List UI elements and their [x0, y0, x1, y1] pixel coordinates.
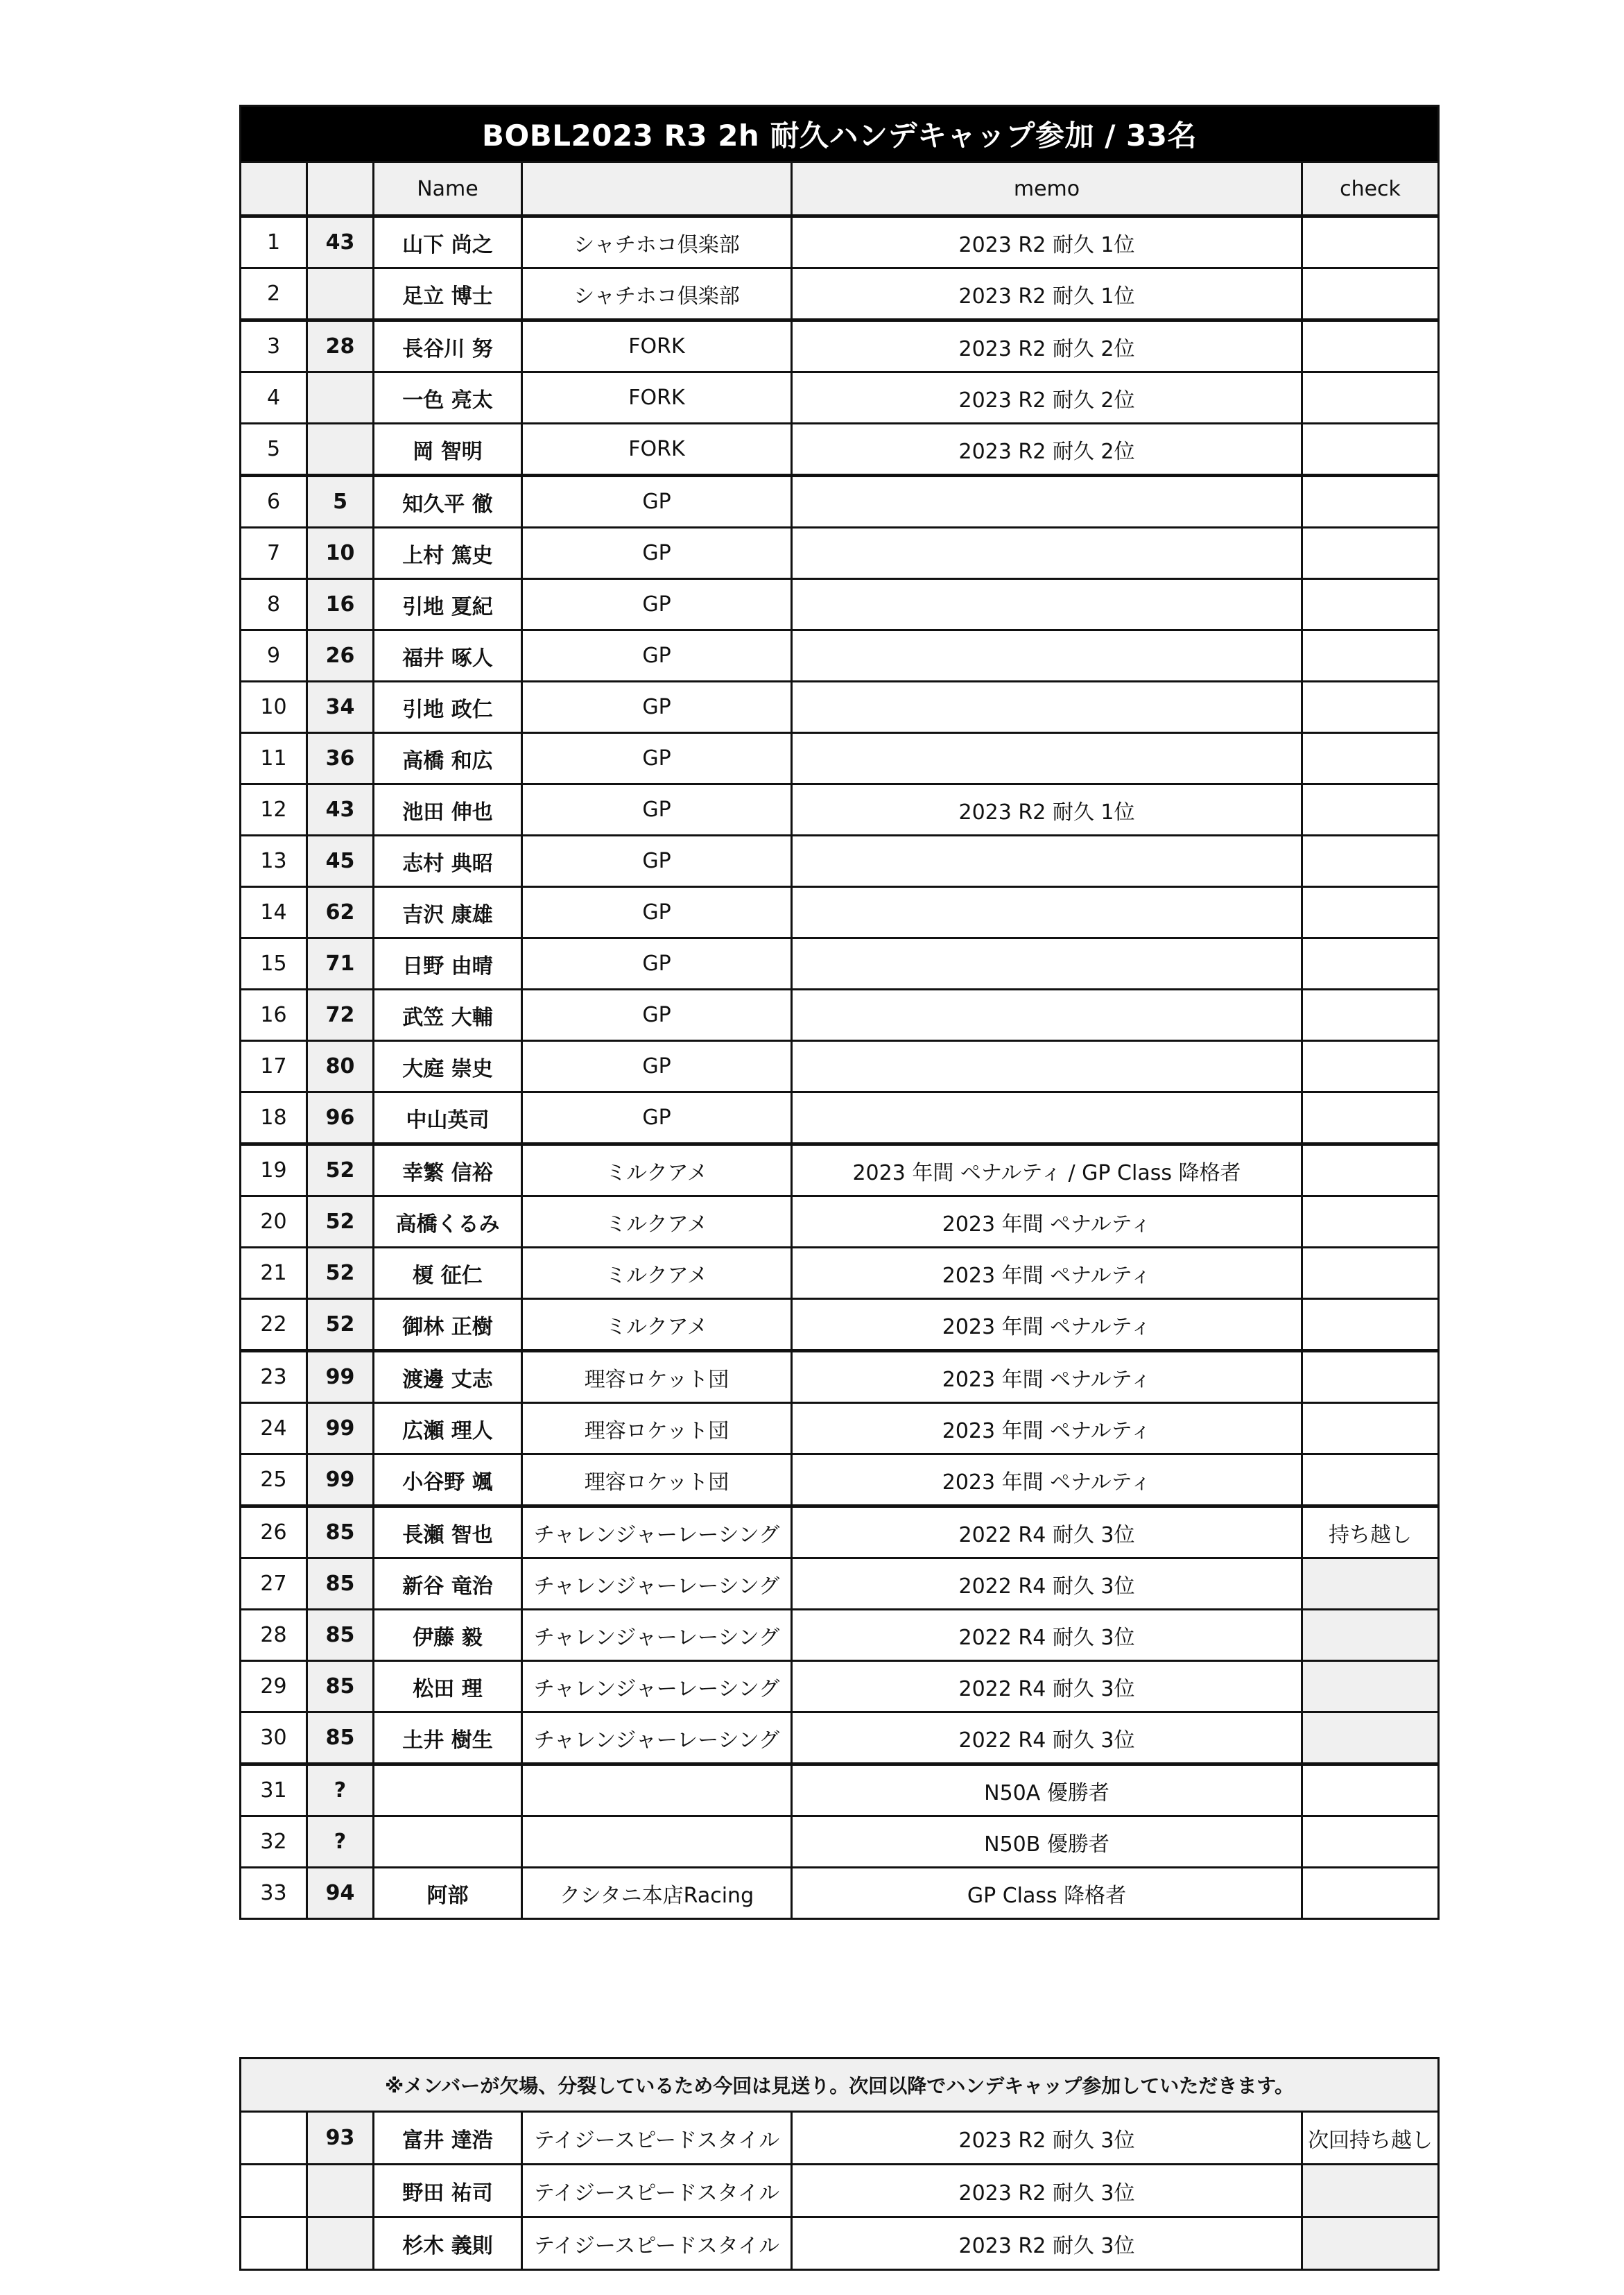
memo-cell: 2022 R4 耐久 3位 — [792, 1712, 1302, 1764]
memo-cell: 2023 年間 ペナルティ — [792, 1454, 1302, 1506]
check-cell — [1302, 682, 1439, 733]
table-row — [241, 1041, 1439, 1092]
check-cell — [1302, 1764, 1439, 1816]
check-cell — [1302, 1610, 1439, 1661]
table-row — [241, 476, 1439, 528]
car-number: 16 — [307, 579, 374, 630]
driver-name: 野田 祐司 — [374, 2165, 522, 2217]
car-number: 99 — [307, 1403, 374, 1454]
table-row — [241, 938, 1439, 990]
team-name: GP — [522, 990, 792, 1041]
check-cell — [1302, 424, 1439, 476]
table-row — [241, 1764, 1439, 1816]
memo-cell: 2023 R2 耐久 3位 — [792, 2165, 1302, 2217]
row-number: 17 — [241, 1041, 307, 1092]
team-name: クシタニ本店Racing — [522, 1868, 792, 1919]
row-number: 15 — [241, 938, 307, 990]
table-row — [241, 1558, 1439, 1610]
driver-name: 杉木 義則 — [374, 2217, 522, 2270]
table-row — [241, 579, 1439, 630]
team-name — [522, 1764, 792, 1816]
check-cell — [1302, 216, 1439, 268]
car-number: 99 — [307, 1351, 374, 1403]
memo-cell: 2022 R4 耐久 3位 — [792, 1506, 1302, 1558]
car-number: 26 — [307, 630, 374, 682]
check-cell — [1302, 938, 1439, 990]
table-row — [241, 887, 1439, 938]
car-number: 62 — [307, 887, 374, 938]
team-name: GP — [522, 630, 792, 682]
driver-name: 高橋 和広 — [374, 733, 522, 784]
row-number: 31 — [241, 1764, 307, 1816]
row-number: 14 — [241, 887, 307, 938]
car-number — [307, 2165, 374, 2217]
check-cell — [1302, 1144, 1439, 1196]
memo-cell: 2022 R4 耐久 3位 — [792, 1661, 1302, 1712]
car-number: 45 — [307, 836, 374, 887]
check-cell — [1302, 528, 1439, 579]
car-number: 85 — [307, 1610, 374, 1661]
driver-name: 小谷野 颯 — [374, 1454, 522, 1506]
team-name: GP — [522, 579, 792, 630]
participant-rows — [241, 216, 1439, 1919]
check-cell: 持ち越し — [1302, 1506, 1439, 1558]
table-row — [241, 1144, 1439, 1196]
driver-name: 引地 政仁 — [374, 682, 522, 733]
table-row — [241, 372, 1439, 424]
memo-cell: 2023 年間 ペナルティ — [792, 1299, 1302, 1351]
driver-name: 松田 理 — [374, 1661, 522, 1712]
memo-cell: 2023 年間 ペナルティ — [792, 1248, 1302, 1299]
car-number: 34 — [307, 682, 374, 733]
participant-table — [239, 105, 1440, 1920]
row-number: 16 — [241, 990, 307, 1041]
team-name: チャレンジャーレーシング — [522, 1558, 792, 1610]
check-cell — [1302, 268, 1439, 320]
row-number: 11 — [241, 733, 307, 784]
memo-cell: 2023 R2 耐久 3位 — [792, 2112, 1302, 2165]
team-name: GP — [522, 1092, 792, 1144]
row-number: 25 — [241, 1454, 307, 1506]
table-row — [241, 320, 1439, 372]
driver-name: 引地 夏紀 — [374, 579, 522, 630]
team-name: チャレンジャーレーシング — [522, 1661, 792, 1712]
table-title: BOBL2023 R3 2h 耐久ハンデキャップ参加 / 33名 — [241, 106, 1439, 162]
row-number: 30 — [241, 1712, 307, 1764]
header-name: Name — [374, 162, 522, 216]
memo-cell: 2022 R4 耐久 3位 — [792, 1558, 1302, 1610]
table-row — [241, 1506, 1439, 1558]
car-number: 72 — [307, 990, 374, 1041]
table-row — [241, 1816, 1439, 1868]
row-number: 4 — [241, 372, 307, 424]
check-cell: 次回持ち越し — [1302, 2112, 1439, 2165]
car-number: 93 — [307, 2112, 374, 2165]
driver-name: 御林 正樹 — [374, 1299, 522, 1351]
deferred-rows — [241, 2112, 1439, 2270]
memo-cell: 2023 年間 ペナルティ / GP Class 降格者 — [792, 1144, 1302, 1196]
row-number: 6 — [241, 476, 307, 528]
table-row — [241, 1351, 1439, 1403]
team-name: テイジースピードスタイル — [522, 2165, 792, 2217]
table-row — [241, 1248, 1439, 1299]
check-cell — [1302, 1092, 1439, 1144]
team-name: テイジースピードスタイル — [522, 2112, 792, 2165]
memo-cell: 2023 R2 耐久 1位 — [792, 216, 1302, 268]
row-number: 5 — [241, 424, 307, 476]
driver-name: 武笠 大輔 — [374, 990, 522, 1041]
memo-cell — [792, 579, 1302, 630]
driver-name: 広瀬 理人 — [374, 1403, 522, 1454]
check-cell — [1302, 1351, 1439, 1403]
driver-name: 知久平 徹 — [374, 476, 522, 528]
car-number: 85 — [307, 1712, 374, 1764]
memo-cell — [792, 990, 1302, 1041]
driver-name: 吉沢 康雄 — [374, 887, 522, 938]
car-number: 85 — [307, 1661, 374, 1712]
check-cell — [1302, 476, 1439, 528]
header-car — [307, 162, 374, 216]
row-number: 7 — [241, 528, 307, 579]
team-name: FORK — [522, 372, 792, 424]
car-number: 28 — [307, 320, 374, 372]
row-number: 29 — [241, 1661, 307, 1712]
table-row — [241, 1712, 1439, 1764]
row-number: 18 — [241, 1092, 307, 1144]
row-number: 22 — [241, 1299, 307, 1351]
driver-name — [374, 1764, 522, 1816]
driver-name — [374, 1816, 522, 1868]
table-row — [241, 216, 1439, 268]
driver-name: 富井 達浩 — [374, 2112, 522, 2165]
driver-name: 阿部 — [374, 1868, 522, 1919]
memo-cell: 2023 R2 耐久 2位 — [792, 320, 1302, 372]
team-name: ミルクアメ — [522, 1299, 792, 1351]
row-number — [241, 2165, 307, 2217]
row-number: 26 — [241, 1506, 307, 1558]
table-row — [241, 1403, 1439, 1454]
check-cell — [1302, 372, 1439, 424]
memo-cell: 2023 R2 耐久 3位 — [792, 2217, 1302, 2270]
driver-name: 中山英司 — [374, 1092, 522, 1144]
memo-cell: 2023 R2 耐久 1位 — [792, 784, 1302, 836]
check-cell — [1302, 990, 1439, 1041]
header-team — [522, 162, 792, 216]
deferred-note: ※メンバーが欠場、分裂しているため今回は見送り。次回以降でハンデキャップ参加していただきます。 — [241, 2058, 1439, 2112]
car-number: 80 — [307, 1041, 374, 1092]
table-row — [241, 784, 1439, 836]
memo-cell: 2023 年間 ペナルティ — [792, 1196, 1302, 1248]
header-memo: memo — [792, 162, 1302, 216]
row-number: 23 — [241, 1351, 307, 1403]
table-row — [241, 1299, 1439, 1351]
check-cell — [1302, 630, 1439, 682]
memo-cell: N50B 優勝者 — [792, 1816, 1302, 1868]
table-row — [241, 528, 1439, 579]
table-row — [241, 1661, 1439, 1712]
table-row — [241, 2165, 1439, 2217]
row-number — [241, 2217, 307, 2270]
team-name: GP — [522, 836, 792, 887]
row-number: 33 — [241, 1868, 307, 1919]
driver-name: 池田 伸也 — [374, 784, 522, 836]
driver-name: 長谷川 努 — [374, 320, 522, 372]
team-name: ミルクアメ — [522, 1144, 792, 1196]
row-number: 8 — [241, 579, 307, 630]
row-number: 24 — [241, 1403, 307, 1454]
driver-name: 大庭 崇史 — [374, 1041, 522, 1092]
row-number: 13 — [241, 836, 307, 887]
car-number — [307, 2217, 374, 2270]
check-cell — [1302, 1661, 1439, 1712]
row-number: 9 — [241, 630, 307, 682]
team-name: GP — [522, 528, 792, 579]
team-name: テイジースピードスタイル — [522, 2217, 792, 2270]
team-name: ミルクアメ — [522, 1196, 792, 1248]
row-number: 3 — [241, 320, 307, 372]
header-no — [241, 162, 307, 216]
driver-name: 上村 篤史 — [374, 528, 522, 579]
team-name: GP — [522, 1041, 792, 1092]
table-row — [241, 990, 1439, 1041]
driver-name: 足立 博士 — [374, 268, 522, 320]
row-number: 12 — [241, 784, 307, 836]
driver-name: 志村 典昭 — [374, 836, 522, 887]
memo-cell — [792, 733, 1302, 784]
check-cell — [1302, 784, 1439, 836]
driver-name: 新谷 竜治 — [374, 1558, 522, 1610]
driver-name: 岡 智明 — [374, 424, 522, 476]
memo-cell: 2022 R4 耐久 3位 — [792, 1610, 1302, 1661]
team-name: チャレンジャーレーシング — [522, 1712, 792, 1764]
table-row — [241, 2112, 1439, 2165]
car-number: 71 — [307, 938, 374, 990]
team-name: チャレンジャーレーシング — [522, 1610, 792, 1661]
check-cell — [1302, 733, 1439, 784]
header-row — [241, 162, 1439, 216]
team-name: GP — [522, 733, 792, 784]
memo-cell — [792, 1092, 1302, 1144]
car-number: 96 — [307, 1092, 374, 1144]
memo-cell: 2023 R2 耐久 2位 — [792, 424, 1302, 476]
check-cell — [1302, 579, 1439, 630]
check-cell — [1302, 1041, 1439, 1092]
memo-cell: 2023 R2 耐久 2位 — [792, 372, 1302, 424]
driver-name: 渡邊 丈志 — [374, 1351, 522, 1403]
driver-name: 福井 啄人 — [374, 630, 522, 682]
table-row — [241, 424, 1439, 476]
memo-cell: 2023 R2 耐久 1位 — [792, 268, 1302, 320]
memo-cell: 2023 年間 ペナルティ — [792, 1351, 1302, 1403]
table-row — [241, 1868, 1439, 1919]
car-number — [307, 268, 374, 320]
table-row — [241, 682, 1439, 733]
check-cell — [1302, 1454, 1439, 1506]
car-number: 85 — [307, 1506, 374, 1558]
row-number: 1 — [241, 216, 307, 268]
memo-cell — [792, 528, 1302, 579]
check-cell — [1302, 1299, 1439, 1351]
check-cell — [1302, 1712, 1439, 1764]
team-name: GP — [522, 784, 792, 836]
car-number — [307, 424, 374, 476]
car-number: 43 — [307, 216, 374, 268]
car-number: 52 — [307, 1299, 374, 1351]
car-number: 52 — [307, 1144, 374, 1196]
driver-name: 一色 亮太 — [374, 372, 522, 424]
check-cell — [1302, 1558, 1439, 1610]
row-number: 2 — [241, 268, 307, 320]
memo-cell: 2023 年間 ペナルティ — [792, 1403, 1302, 1454]
car-number: ? — [307, 1764, 374, 1816]
check-cell — [1302, 2217, 1439, 2270]
table-row — [241, 1092, 1439, 1144]
check-cell — [1302, 1868, 1439, 1919]
team-name: シャチホコ倶楽部 — [522, 268, 792, 320]
team-name — [522, 1816, 792, 1868]
table-row — [241, 733, 1439, 784]
driver-name: 高橋くるみ — [374, 1196, 522, 1248]
row-number: 32 — [241, 1816, 307, 1868]
driver-name: 幸繁 信裕 — [374, 1144, 522, 1196]
table-row — [241, 1196, 1439, 1248]
row-number: 21 — [241, 1248, 307, 1299]
memo-cell: GP Class 降格者 — [792, 1868, 1302, 1919]
check-cell — [1302, 887, 1439, 938]
row-number: 10 — [241, 682, 307, 733]
row-number: 28 — [241, 1610, 307, 1661]
car-number: ? — [307, 1816, 374, 1868]
memo-cell — [792, 887, 1302, 938]
table-row — [241, 2217, 1439, 2270]
check-cell — [1302, 320, 1439, 372]
team-name: チャレンジャーレーシング — [522, 1506, 792, 1558]
team-name: 理容ロケット団 — [522, 1403, 792, 1454]
car-number: 10 — [307, 528, 374, 579]
car-number: 5 — [307, 476, 374, 528]
driver-name: 長瀬 智也 — [374, 1506, 522, 1558]
car-number: 52 — [307, 1196, 374, 1248]
check-cell — [1302, 836, 1439, 887]
table-row — [241, 836, 1439, 887]
check-cell — [1302, 1248, 1439, 1299]
car-number: 43 — [307, 784, 374, 836]
row-number: 19 — [241, 1144, 307, 1196]
memo-cell: N50A 優勝者 — [792, 1764, 1302, 1816]
memo-cell — [792, 682, 1302, 733]
car-number: 94 — [307, 1868, 374, 1919]
team-name: 理容ロケット団 — [522, 1351, 792, 1403]
driver-name: 土井 樹生 — [374, 1712, 522, 1764]
table-row — [241, 1610, 1439, 1661]
team-name: GP — [522, 887, 792, 938]
car-number: 85 — [307, 1558, 374, 1610]
team-name: ミルクアメ — [522, 1248, 792, 1299]
team-name: GP — [522, 476, 792, 528]
row-number — [241, 2112, 307, 2165]
memo-cell — [792, 476, 1302, 528]
car-number: 99 — [307, 1454, 374, 1506]
memo-cell — [792, 938, 1302, 990]
deferred-table — [239, 2057, 1440, 2271]
check-cell — [1302, 1816, 1439, 1868]
team-name: シャチホコ倶楽部 — [522, 216, 792, 268]
driver-name: 伊藤 毅 — [374, 1610, 522, 1661]
row-number: 27 — [241, 1558, 307, 1610]
table-row — [241, 1454, 1439, 1506]
car-number: 36 — [307, 733, 374, 784]
team-name: FORK — [522, 424, 792, 476]
driver-name: 日野 由晴 — [374, 938, 522, 990]
memo-cell — [792, 836, 1302, 887]
check-cell — [1302, 1403, 1439, 1454]
team-name: FORK — [522, 320, 792, 372]
memo-cell — [792, 630, 1302, 682]
car-number — [307, 372, 374, 424]
table-row — [241, 268, 1439, 320]
car-number: 52 — [307, 1248, 374, 1299]
table-row — [241, 630, 1439, 682]
driver-name: 榎 征仁 — [374, 1248, 522, 1299]
team-name: GP — [522, 938, 792, 990]
team-name: 理容ロケット団 — [522, 1454, 792, 1506]
check-cell — [1302, 1196, 1439, 1248]
driver-name: 山下 尚之 — [374, 216, 522, 268]
check-cell — [1302, 2165, 1439, 2217]
row-number: 20 — [241, 1196, 307, 1248]
header-check: check — [1302, 162, 1439, 216]
memo-cell — [792, 1041, 1302, 1092]
team-name: GP — [522, 682, 792, 733]
